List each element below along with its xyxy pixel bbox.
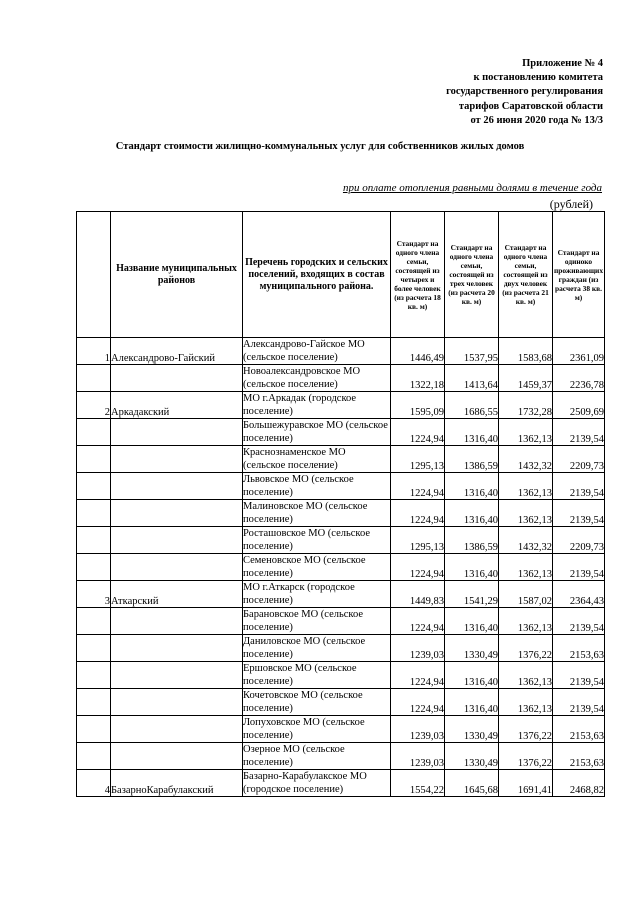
settlement-name: МО г.Аткарск (городское поселение): [243, 581, 391, 608]
table-row: [77, 689, 605, 716]
settlement-name: Барановское МО (сельское поселение): [243, 608, 391, 635]
district-name: [111, 716, 243, 743]
row-number: 3: [77, 581, 111, 608]
std-4-value: 1224,94: [391, 473, 445, 500]
row-number: [77, 473, 111, 500]
std-2-value: 1362,13: [499, 689, 553, 716]
std-2-value: 1362,13: [499, 419, 553, 446]
table-row: [77, 635, 605, 662]
row-number: [77, 500, 111, 527]
appendix-line: от 26 июня 2020 года № 13/3: [470, 114, 603, 126]
settlement-name: Краснознаменское МО (сельское поселение): [243, 446, 391, 473]
district-name: [111, 527, 243, 554]
std-4-value: 1449,83: [391, 581, 445, 608]
std-2-value: 1362,13: [499, 608, 553, 635]
settlement-name: Львовское МО (сельское поселение): [243, 473, 391, 500]
std-3-value: 1316,40: [445, 473, 499, 500]
std-3-value: 1330,49: [445, 743, 499, 770]
district-name: [111, 365, 243, 392]
std-3-value: 1386,59: [445, 446, 499, 473]
row-number: [77, 419, 111, 446]
std-3-value: 1686,55: [445, 392, 499, 419]
std-4-value: 1446,49: [391, 338, 445, 365]
std-1-value: 2139,54: [553, 662, 605, 689]
district-name: [111, 500, 243, 527]
std-1-value: 2139,54: [553, 473, 605, 500]
std-3-value: 1537,95: [445, 338, 499, 365]
std-1-value: 2153,63: [553, 716, 605, 743]
table-row: [77, 743, 605, 770]
row-number: 2: [77, 392, 111, 419]
std-1-value: 2209,73: [553, 446, 605, 473]
district-name: БазарноКарабулакский: [111, 770, 243, 797]
appendix-line: государственного регулирования: [446, 86, 603, 98]
district-name: [111, 473, 243, 500]
std-1-value: 2139,54: [553, 608, 605, 635]
row-number: [77, 365, 111, 392]
std-3-value: 1541,29: [445, 581, 499, 608]
table-row: [77, 527, 605, 554]
std-1-value: 2468,82: [553, 770, 605, 797]
settlement-name: Малиновское МО (сельское поселение): [243, 500, 391, 527]
table-row: [77, 581, 605, 608]
table-row: [77, 608, 605, 635]
std-1-value: 2236,78: [553, 365, 605, 392]
settlement-name: Ершовское МО (сельское поселение): [243, 662, 391, 689]
std-2-value: 1732,28: [499, 392, 553, 419]
row-number: [77, 662, 111, 689]
std-4-value: 1554,22: [391, 770, 445, 797]
std-2-value: 1432,32: [499, 527, 553, 554]
std-2-value: 1459,37: [499, 365, 553, 392]
std-2-value: 1362,13: [499, 554, 553, 581]
settlement-name: Даниловское МО (сельское поселение): [243, 635, 391, 662]
col-header-std-2: Стандарт на одного члена семьи, состоящей из двух человек (из расчета 21 кв. м): [499, 212, 553, 338]
std-1-value: 2153,63: [553, 635, 605, 662]
std-1-value: 2139,54: [553, 419, 605, 446]
table-row: [77, 338, 605, 365]
std-4-value: 1224,94: [391, 662, 445, 689]
std-2-value: 1691,41: [499, 770, 553, 797]
settlement-name: Кочетовское МО (сельское поселение): [243, 689, 391, 716]
row-number: 4: [77, 770, 111, 797]
row-number: [77, 608, 111, 635]
std-1-value: 2361,09: [553, 338, 605, 365]
tariff-table: [76, 211, 605, 797]
std-3-value: 1316,40: [445, 608, 499, 635]
col-header-num: [77, 212, 111, 338]
district-name: Александрово-Гайский: [111, 338, 243, 365]
settlement-name: Озерное МО (сельское поселение): [243, 743, 391, 770]
col-header-district: Название муниципальных районов: [111, 212, 243, 338]
std-3-value: 1413,64: [445, 365, 499, 392]
std-1-value: 2139,54: [553, 689, 605, 716]
settlement-name: МО г.Аркадак (городское поселение): [243, 392, 391, 419]
row-number: [77, 527, 111, 554]
district-name: [111, 446, 243, 473]
std-4-value: 1239,03: [391, 743, 445, 770]
col-header-settlements: Перечень городских и сельских поселений, входящих в состав муниципального района.: [243, 212, 391, 338]
std-2-value: 1583,68: [499, 338, 553, 365]
appendix-block: [446, 57, 603, 128]
row-number: [77, 689, 111, 716]
std-3-value: 1330,49: [445, 716, 499, 743]
settlement-name: Новоалександровское МО (сельское поселение): [243, 365, 391, 392]
row-number: [77, 635, 111, 662]
table-row: [77, 392, 605, 419]
row-number: [77, 743, 111, 770]
settlement-name: Лопуховское МО (сельское поселение): [243, 716, 391, 743]
table-row: [77, 662, 605, 689]
std-1-value: 2209,73: [553, 527, 605, 554]
col-header-std-3: Стандарт на одного члена семьи, состоящей из трех человек (из расчета 20 кв. м): [445, 212, 499, 338]
table-row: [77, 365, 605, 392]
std-2-value: 1376,22: [499, 635, 553, 662]
appendix-line: Приложение № 4: [522, 58, 603, 69]
settlement-name: Росташовское МО (сельское поселение): [243, 527, 391, 554]
district-name: [111, 419, 243, 446]
std-2-value: 1362,13: [499, 500, 553, 527]
table-row: [77, 716, 605, 743]
table-body: [77, 338, 605, 797]
appendix-line: тарифов Саратовской области: [458, 100, 603, 112]
table-row: [77, 500, 605, 527]
settlement-name: Семеновское МО (сельское поселение): [243, 554, 391, 581]
district-name: Аткарский: [111, 581, 243, 608]
std-1-value: 2153,63: [553, 743, 605, 770]
row-number: [77, 554, 111, 581]
std-2-value: 1362,13: [499, 662, 553, 689]
table-row: [77, 419, 605, 446]
std-4-value: 1239,03: [391, 716, 445, 743]
district-name: [111, 554, 243, 581]
table-row: [77, 554, 605, 581]
std-4-value: 1224,94: [391, 689, 445, 716]
std-3-value: 1386,59: [445, 527, 499, 554]
col-header-std-1: Стандарт на одиноко проживающих граждан (из расчета 38 кв. м): [553, 212, 605, 338]
row-number: [77, 716, 111, 743]
std-1-value: 2364,43: [553, 581, 605, 608]
district-name: [111, 608, 243, 635]
std-2-value: 1376,22: [499, 716, 553, 743]
row-number: 1: [77, 338, 111, 365]
settlement-name: Александрово-Гайское МО (сельское поселение): [243, 338, 391, 365]
std-2-value: 1376,22: [499, 743, 553, 770]
std-4-value: 1224,94: [391, 608, 445, 635]
table-row: [77, 446, 605, 473]
std-3-value: 1645,68: [445, 770, 499, 797]
std-4-value: 1295,13: [391, 446, 445, 473]
std-2-value: 1362,13: [499, 473, 553, 500]
appendix-line: к постановлению комитета: [473, 72, 603, 84]
std-1-value: 2139,54: [553, 500, 605, 527]
std-3-value: 1316,40: [445, 419, 499, 446]
std-4-value: 1224,94: [391, 419, 445, 446]
table-row: [77, 770, 605, 797]
table-header-row: [77, 212, 605, 338]
std-4-value: 1295,13: [391, 527, 445, 554]
std-3-value: 1316,40: [445, 689, 499, 716]
document-subtitle: при оплате отопления равными долями в течение года: [342, 182, 602, 194]
std-2-value: 1432,32: [499, 446, 553, 473]
std-4-value: 1595,09: [391, 392, 445, 419]
std-4-value: 1322,18: [391, 365, 445, 392]
std-3-value: 1316,40: [445, 500, 499, 527]
document-title: Стандарт стоимости жилищно-коммунальных услуг для собственников жилых домов: [115, 141, 525, 152]
std-3-value: 1316,40: [445, 662, 499, 689]
district-name: Аркадакский: [111, 392, 243, 419]
col-header-std-4: Стандарт на одного члена семьи, состоящей из четырех и более человек (из расчета 18 кв. м): [391, 212, 445, 338]
settlement-name: Базарно-Карабулакское МО (городское поселение): [243, 770, 391, 797]
std-1-value: 2509,69: [553, 392, 605, 419]
std-4-value: 1224,94: [391, 554, 445, 581]
district-name: [111, 635, 243, 662]
std-3-value: 1316,40: [445, 554, 499, 581]
std-3-value: 1330,49: [445, 635, 499, 662]
district-name: [111, 662, 243, 689]
district-name: [111, 743, 243, 770]
unit-label: (рублей): [549, 197, 593, 211]
std-4-value: 1224,94: [391, 500, 445, 527]
table-row: [77, 473, 605, 500]
settlement-name: Большежуравское МО (сельское поселение): [243, 419, 391, 446]
row-number: [77, 446, 111, 473]
std-2-value: 1587,02: [499, 581, 553, 608]
std-4-value: 1239,03: [391, 635, 445, 662]
district-name: [111, 689, 243, 716]
std-1-value: 2139,54: [553, 554, 605, 581]
